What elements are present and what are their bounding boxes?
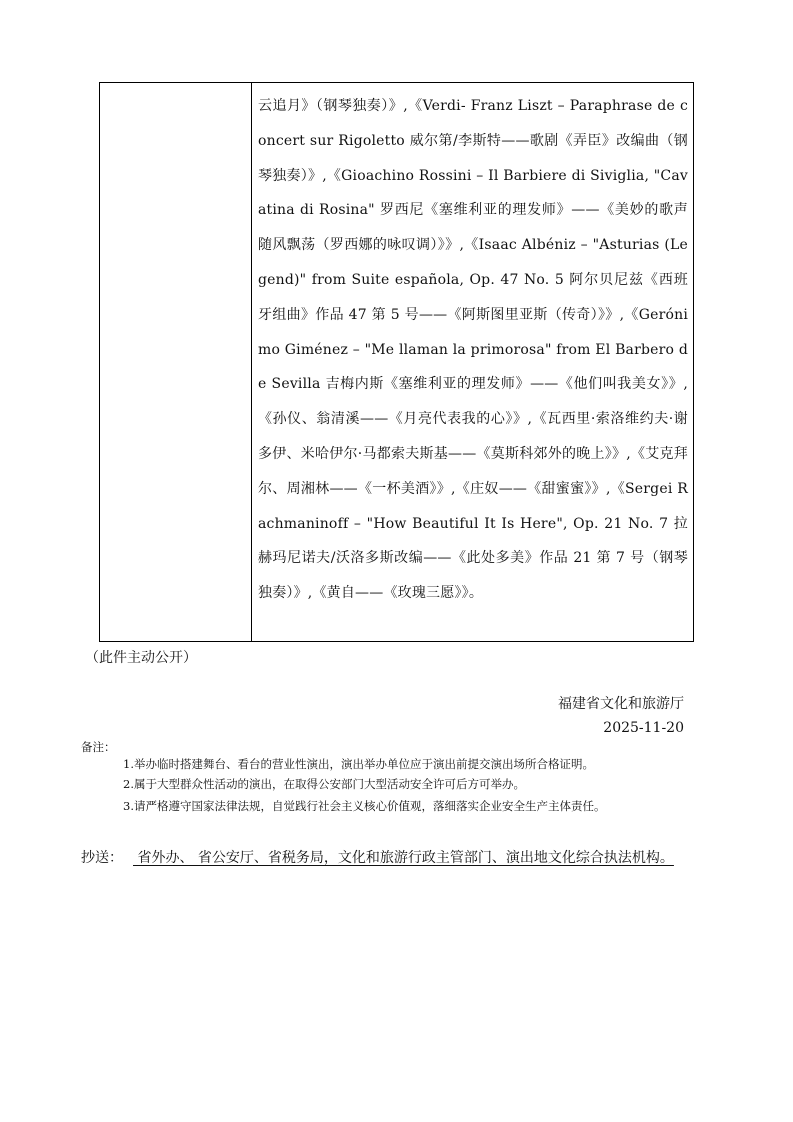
remark-item: 1.举办临时搭建舞台、看台的营业性演出，演出举办单位应于演出前提交演出场所合格证明。: [123, 757, 594, 771]
remark-item: 3.请严格遵守国家法律法规，自觉践行社会主义核心价值观，落细落实企业安全生产主体责任。: [123, 799, 606, 813]
remark-item: 2.属于大型群众性活动的演出，在取得公安部门大型活动安全许可后方可举办。: [123, 777, 525, 791]
remarks-title: 备注：: [81, 740, 116, 754]
performance-program-list: 云追月》（钢琴独奏）》,《Verdi- Franz Liszt – Paraphrase de concert sur Rigoletto 威尔第/李斯特——歌剧《弄臣》改编曲（钢琴独奏）》,《Gioachino Rossini – Il Barbiere di Siviglia, "Cavatina di Rosina" 罗西尼《塞维利亚的理发师》——《美妙的歌声随风飘荡（罗西娜的咏叹调）》》,《Isaac Albéniz – "Asturias (Legend)" from Suite española, Op. 47 No. 5 阿尔贝尼兹《西班牙组曲》作品 47 第 5 号——《阿斯图里亚斯（传奇）》》,《Gerónimo Giménez – "Me llaman la primorosa" from El Barbero de Sevilla 吉梅内斯《塞维利亚的理发师》——《他们叫我美女》》,《孙仪、翁清溪——《月亮代表我的心》》,《瓦西里·索洛维约夫·谢多伊、米哈伊尔·马都索夫斯基——《莫斯科郊外的晚上》》,《艾克拜尔、周湘林——《一杯美酒》》,《庄奴——《甜蜜蜜》》,《Sergei Rachmaninoff – "How Beautiful It Is Here", Op. 21 No. 7 拉赫玛尼诺夫/沃洛多斯改编——《此处多美》作品 21 第 7 号（钢琴独奏）》,《黄自——《玫瑰三愿》》。: [258, 98, 688, 602]
issuer-name: 福建省文化和旅游厅: [558, 696, 684, 712]
cc-label: 抄送：: [81, 850, 123, 866]
issuer-block: [558, 692, 684, 740]
remarks-section: [81, 739, 711, 817]
table-column-divider: [251, 83, 252, 641]
remarks-list: [81, 755, 711, 817]
disclosure-note: （此件主动公开）: [85, 650, 197, 666]
issue-date: 2025-11-20: [603, 720, 684, 736]
cc-recipients: 省外办、 省公安厅、省税务局，文化和旅游行政主管部门、演出地文化综合执法机构。: [133, 850, 674, 866]
cc-section: [81, 845, 713, 872]
